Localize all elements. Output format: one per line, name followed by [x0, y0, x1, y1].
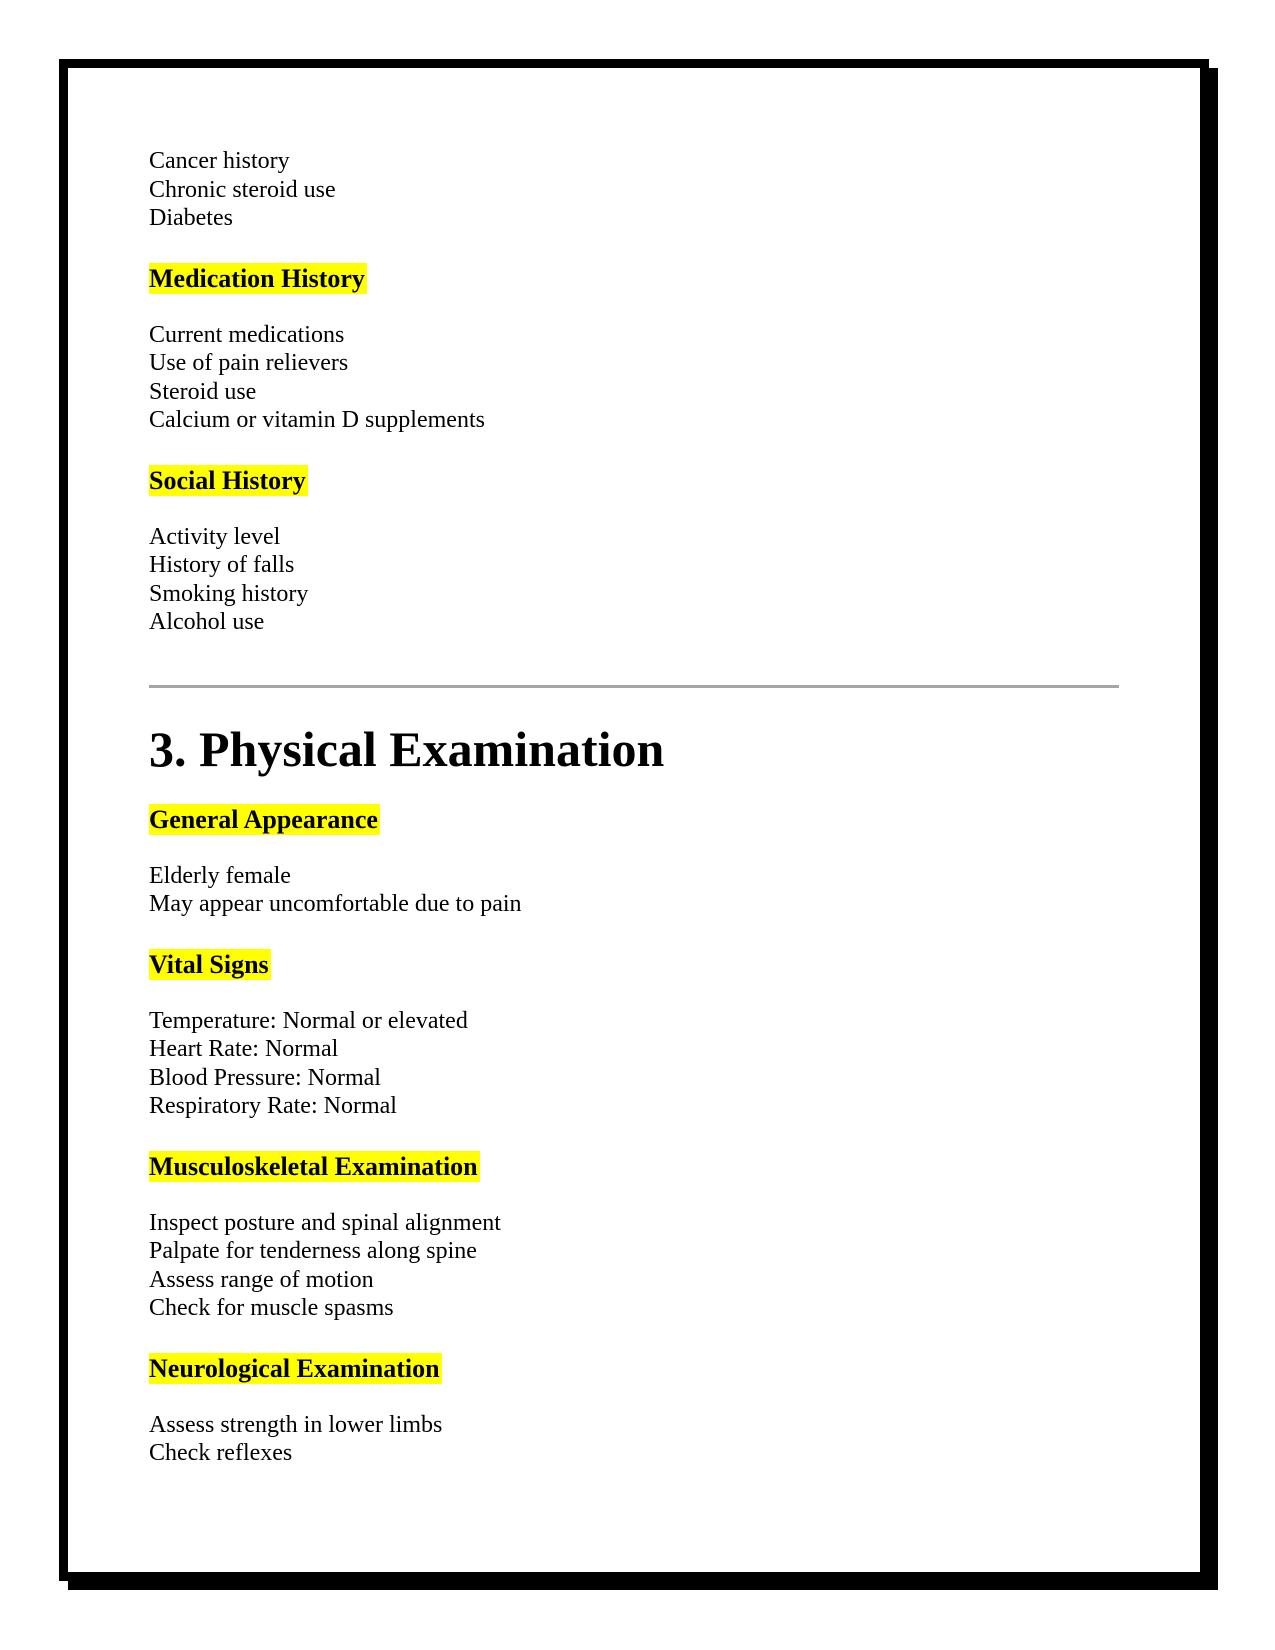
list-item: Inspect posture and spinal alignment — [149, 1209, 501, 1236]
section-divider — [149, 685, 1119, 688]
list-item: Activity level — [149, 523, 281, 550]
list-item: History of falls — [149, 552, 295, 578]
medication-history-list — [149, 321, 1119, 435]
vital-signs-list — [149, 1007, 1119, 1121]
list-item: Assess strength in lower limbs — [149, 1411, 443, 1438]
musculoskeletal-examination-heading: Musculoskeletal Examination — [149, 1151, 478, 1181]
general-appearance-heading: General Appearance — [149, 804, 378, 834]
list-item: May appear uncomfortable due to pain — [149, 891, 522, 917]
document-body — [149, 147, 1119, 1468]
list-item: Diabetes — [149, 205, 233, 231]
neurological-examination-heading: Neurological Examination — [149, 1353, 440, 1383]
history-risk-factors-list — [149, 147, 1119, 233]
list-item: Elderly female — [149, 862, 291, 889]
neurological-examination-list — [149, 1411, 1119, 1468]
list-item: Calcium or vitamin D supplements — [149, 407, 485, 433]
social-history-heading: Social History — [149, 465, 306, 495]
section-title: 3. Physical Examination — [149, 720, 665, 777]
list-item: Palpate for tenderness along spine — [149, 1238, 477, 1264]
list-item: Current medications — [149, 321, 345, 348]
social-history-list — [149, 523, 1119, 637]
list-item: Respiratory Rate: Normal — [149, 1093, 397, 1119]
list-item: Chronic steroid use — [149, 176, 336, 203]
list-item: Alcohol use — [149, 609, 265, 635]
list-item: Blood Pressure: Normal — [149, 1064, 381, 1091]
list-item: Steroid use — [149, 378, 257, 405]
general-appearance-list — [149, 862, 1119, 919]
list-item: Temperature: Normal or elevated — [149, 1007, 468, 1034]
musculoskeletal-examination-list — [149, 1209, 1119, 1323]
list-item: Check reflexes — [149, 1440, 293, 1466]
list-item: Heart Rate: Normal — [149, 1036, 339, 1062]
list-item: Cancer history — [149, 148, 290, 174]
medication-history-heading: Medication History — [149, 263, 365, 293]
list-item: Assess range of motion — [149, 1266, 374, 1293]
list-item: Check for muscle spasms — [149, 1295, 394, 1321]
vital-signs-heading: Vital Signs — [149, 949, 269, 979]
list-item: Use of pain relievers — [149, 350, 349, 376]
list-item: Smoking history — [149, 580, 309, 607]
